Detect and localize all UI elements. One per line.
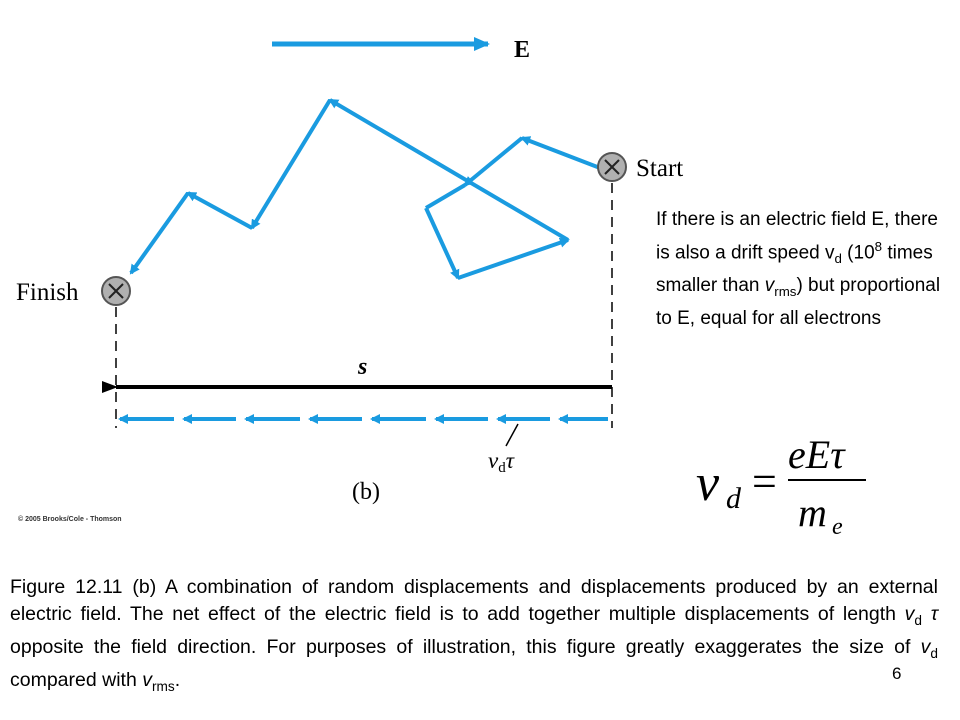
- figure-caption: Figure 12.11 (b) A combination of random displacements and displacements produced by an external electric field. The net effect of the electric field is to add together multiple displacements of length $v_d$ τ opposite the field direction. For purposes of illustration, this figure greatly exaggerates the size of $v_d$ compared with $v_{rms}$.: [10, 576, 938, 694]
- start-marker-icon: [598, 153, 626, 181]
- svg-text:v: v: [696, 455, 720, 512]
- svg-text:m: m: [798, 490, 827, 535]
- part-label: (b): [352, 479, 380, 505]
- svg-text:d: d: [726, 482, 741, 515]
- vd-tau-label: vdτ: [488, 448, 514, 476]
- svg-text:eEτ: eEτ: [788, 432, 845, 477]
- svg-text:e: e: [832, 514, 843, 538]
- finish-label: Finish: [16, 279, 79, 306]
- random-walk-path: [131, 100, 600, 278]
- drift-speed-formula: [690, 428, 900, 538]
- side-note: If there is an electric field E, there is also a drift speed $v_d$ ($10^8$ times smaller than $v_{rms}$) but proportional to E, equal for all electrons: [656, 209, 941, 329]
- finish-marker-icon: [102, 277, 130, 305]
- s-label: s: [358, 354, 368, 380]
- copyright-notice: © 2005 Brooks/Cole - Thomson: [18, 516, 122, 523]
- page-number: 6: [892, 664, 902, 683]
- svg-text:=: =: [752, 457, 777, 506]
- field-label: E: [514, 37, 531, 63]
- start-label: Start: [636, 155, 684, 182]
- vd-tau-pointer: [506, 424, 518, 446]
